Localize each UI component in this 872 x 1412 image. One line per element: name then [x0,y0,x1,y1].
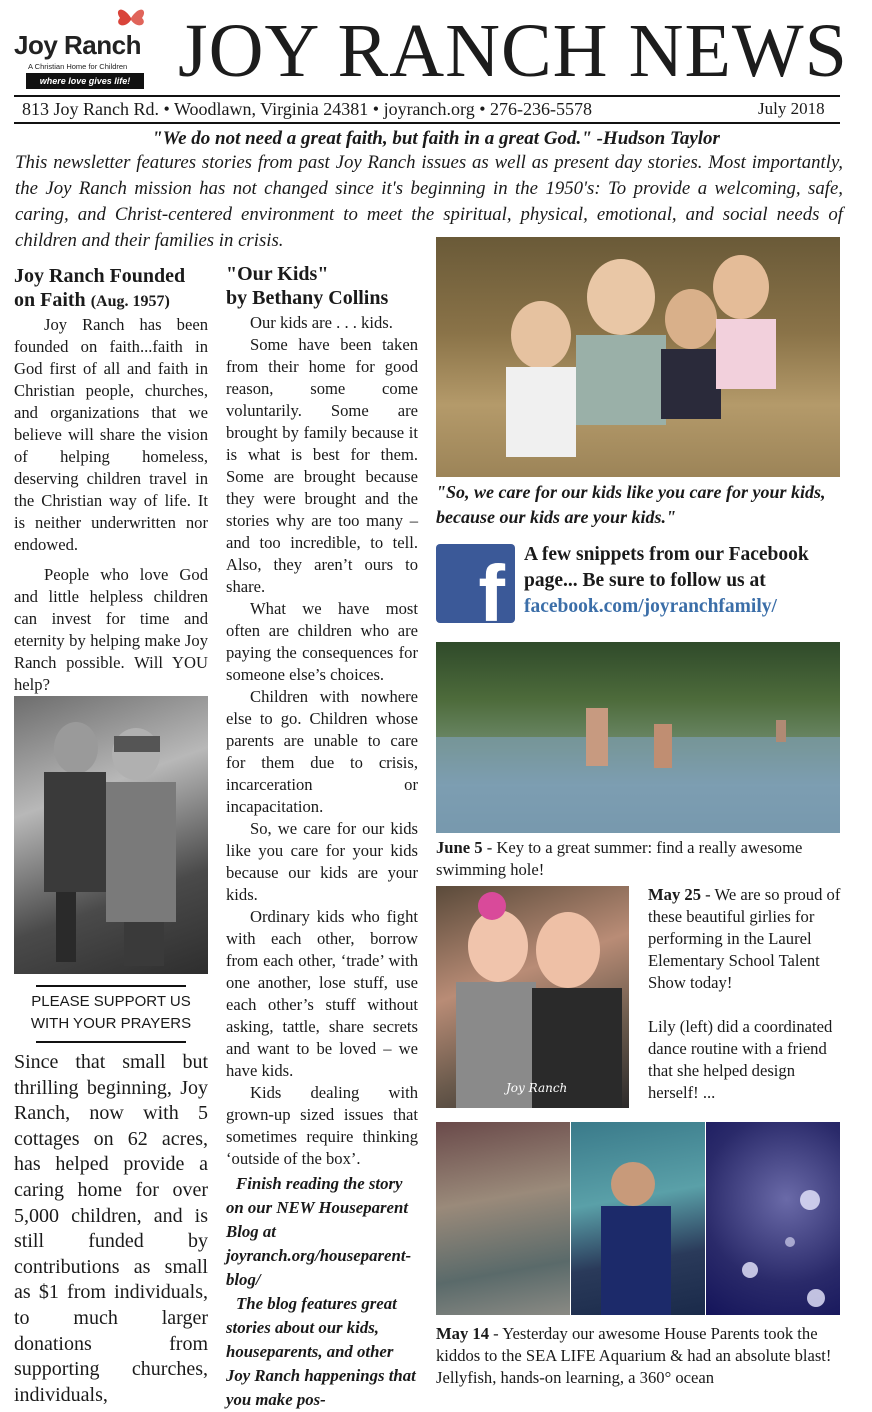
article-paragraph: Joy Ranch has been founded on faith...faith in God first of all and faith in Christian people, churches, and organizations that we believe will share the vision of helping homeless, deserving children travel in the Christian way of life. It is neither underwritten nor endowed. [14,315,208,554]
article-heading: "Our Kids" [226,263,329,285]
logo-tagline: A Christian Home for Children [28,62,128,71]
contact-line: 813 Joy Ranch Rd. • Woodlawn, Virginia 24381 • joyranch.org • 276-236-5578 [22,99,592,119]
prayer-rule-bottom [36,1041,186,1043]
facebook-link[interactable]: facebook.com/joyranchfamily/ [524,596,777,617]
issue-date: July 2018 [758,99,825,118]
article-founded-on-faith [14,264,208,696]
photo-ocean-tunnel [571,1122,705,1315]
facebook-post-may-25 [648,884,848,1104]
article-heading-date: (Aug. 1957) [90,293,170,310]
article-paragraph: Our kids are . . . kids. [250,313,393,332]
facebook-post-may-14: May 14 - Yesterday our awesome House Parents took the kiddos to the SEA LIFE Aquarium & had an absolute blast! Jellyfish, hands-on learning, a 360° ocean [436,1324,832,1387]
masthead-rule-top [14,95,840,97]
article-continued-paragraph: Since that small but thrilling beginning, Joy Ranch, now with 5 cottages on 62 acres, has helped provide a caring home for over 5,000 children, and is still funded by contributions as small as $1 from individuals, to much larger donations from supporting churches, individuals, [14,1051,208,1406]
blog-link-note[interactable]: Finish reading the story on our NEW Houseparent Blog at joyranch.org/houseparent-blog/ [226,1174,412,1289]
article-paragraph: People who love God and little helpless children can invest for time and eternity by helping make Joy Ranch possible. Will YOU help? [14,565,208,694]
post-paragraph: May 25 - We are so proud of these beautiful girlies for performing in the Laurel Elementary School Talent Show today! [648,885,841,992]
intro-paragraph: This newsletter features stories from past Joy Ranch issues as well as present day stories. Most importantly, the Joy Ranch mission has not changed since it's beginning in the 1950's: To provide a welcoming, safe, caring, and Christ-centered environment to meet the spiritual, physical, emotional, and social needs of children and their families in crisis. [15,152,843,251]
photo-aquarium-collage [436,1122,840,1315]
prayer-banner [14,985,208,1043]
article-paragraph: Ordinary kids who fight with each other, borrow from each other, ‘trade’ with one another, lose stuff, use each other’s stuff without asking, tattle, share secrets and want to be loved – we have kids. [226,907,418,1080]
photo-caption-our-kids: "So, we care for our kids like you care for your kids, because our kids are your kids." [436,482,826,527]
post-paragraph: Lily (left) did a coordinated dance routine with a friend that she helped design herself! ... [648,1017,833,1102]
facebook-callout [524,542,854,620]
article-paragraph: Kids dealing with grown-up sized issues that sometimes require thinking ‘outside of the box’. [226,1083,418,1168]
photo-girls-at-creek [436,237,840,477]
article-heading: Joy Ranch Founded on Faith (Aug. 1957) [14,265,186,311]
logo-motto: where love gives life! [26,73,144,89]
opening-quote: "We do not need a great faith, but faith in a great God." -Hudson Taylor [152,128,720,149]
article-our-kids [226,262,418,1412]
facebook-icon[interactable]: f [436,544,515,623]
butterfly-icon [114,4,148,30]
facebook-callout-text: A few snippets from our Facebook page... Be sure to follow us at [524,544,809,591]
photo-touch-pool [436,1122,570,1315]
article-byline: by Bethany Collins [226,287,389,309]
photo-swimming-hole [436,642,840,833]
photo-talent-show-girls [436,886,629,1108]
joy-ranch-logo [14,4,144,90]
photo-watermark: Joy Ranch [506,1081,568,1095]
masthead-rule-bottom [14,122,840,124]
logo-name: Joy Ranch [14,30,141,60]
newsletter-title: JOY RANCH NEWS [178,9,848,93]
facebook-post-june-5: June 5 - Key to a great summer: find a really awesome swimming hole! [436,838,803,879]
vintage-photo-two-boys [14,696,208,974]
prayer-banner-text: PLEASE SUPPORT US WITH YOUR PRAYERS [30,993,192,1032]
article-paragraph: Children with nowhere else to go. Children whose parents are unable to care for them due to crisis, incarceration or incapacitation. [226,687,418,816]
photo-jellyfish [706,1122,840,1315]
article-paragraph: So, we care for our kids like you care for your kids because our kids are your kids. [226,819,418,904]
article-paragraph: Some have been taken from their home for good reason, some come voluntarily. Some are brought by family because it is what is best for them. Some are brought because they were brought and the stories why are too many – and too incredible, to tell. Also, they aren’t ours to share. [226,335,418,596]
article-paragraph: What we have most often are children who are paying the consequences for someone else’s choices. [226,599,418,684]
blog-features-note: The blog features great stories about our kids, houseparents, and other Joy Ranch happenings that you make pos- [226,1294,416,1409]
prayer-rule-top [36,985,186,987]
